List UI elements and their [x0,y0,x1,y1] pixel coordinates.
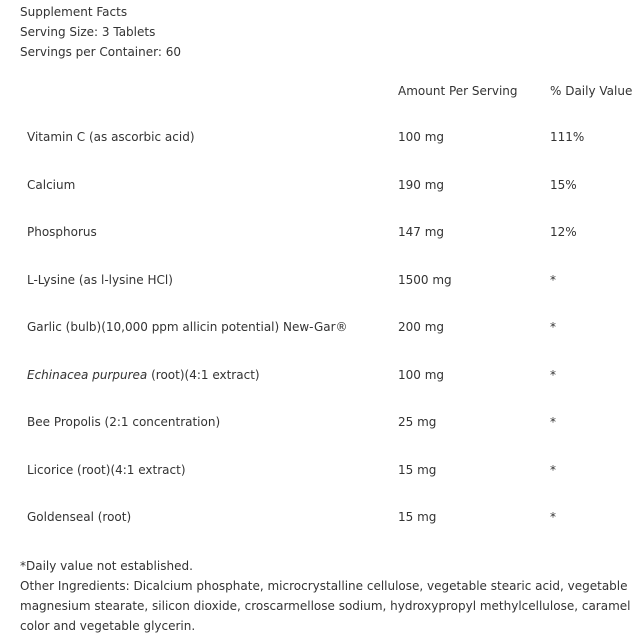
ingredient-amount: 147 mg [398,225,445,239]
servings-per-container: Servings per Container: 60 [20,45,181,59]
ingredient-name [27,368,260,382]
ingredient-name: Goldenseal (root) [27,510,132,524]
ingredient-name: Phosphorus [27,225,97,239]
daily-value-note: *Daily value not established. [20,559,193,573]
ingredient-daily-value: * [550,367,556,382]
ingredient-daily-value: 15% [550,177,577,192]
amount-per-serving-heading: Amount Per Serving [398,84,518,98]
ingredient-daily-value: 111% [550,130,585,144]
ingredient-amount: 1500 mg [398,272,452,287]
supplement-header [20,2,181,62]
ingredient-name: Garlic (bulb)(10,000 ppm allicin potential) New-Gar® [27,320,348,334]
table-row [0,459,640,507]
supplement-table [0,126,640,554]
ingredient-name: Calcium [27,177,76,192]
table-row [0,269,640,317]
ingredient-name-rest: (root)(4:1 extract) [147,367,260,382]
ingredient-amount: 15 mg [398,510,437,524]
ingredient-name: Licorice (root)(4:1 extract) [27,462,186,477]
ingredient-daily-value: * [550,510,556,524]
table-row [0,364,640,412]
table-row [0,506,640,554]
supplement-title: Supplement Facts [20,5,128,19]
table-row [0,126,640,174]
ingredient-daily-value: * [550,462,556,477]
ingredient-amount: 100 mg [398,367,445,382]
ingredient-daily-value: 12% [550,225,577,239]
ingredient-name-italic: Echinacea purpurea [27,367,148,382]
ingredient-daily-value: * [550,272,556,287]
ingredient-name: L-Lysine (as l-lysine HCl) [27,272,173,287]
ingredient-name: Bee Propolis (2:1 concentration) [27,415,221,429]
ingredient-amount: 190 mg [398,177,445,192]
other-ingredients: Other Ingredients: Dicalcium phosphate, microcrystalline cellulose, vegetable stearic acid, vegetable magnesium stearate, silicon dioxide, croscarmellose sodium, hydroxypropyl methylcellulose, caramel color and vegetable glycerin. [20,579,631,633]
table-row [0,221,640,269]
table-row [0,316,640,364]
ingredient-amount: 100 mg [398,130,445,144]
table-row [0,174,640,222]
daily-value-heading: % Daily Value [550,84,633,98]
serving-size: Serving Size: 3 Tablets [20,25,156,39]
table-row [0,411,640,459]
ingredient-daily-value: * [550,415,556,429]
supplement-footer [20,556,632,636]
ingredient-daily-value: * [550,320,556,334]
ingredient-amount: 200 mg [398,320,445,334]
ingredient-name: Vitamin C (as ascorbic acid) [27,130,195,144]
ingredient-amount: 15 mg [398,462,437,477]
ingredient-amount: 25 mg [398,415,437,429]
